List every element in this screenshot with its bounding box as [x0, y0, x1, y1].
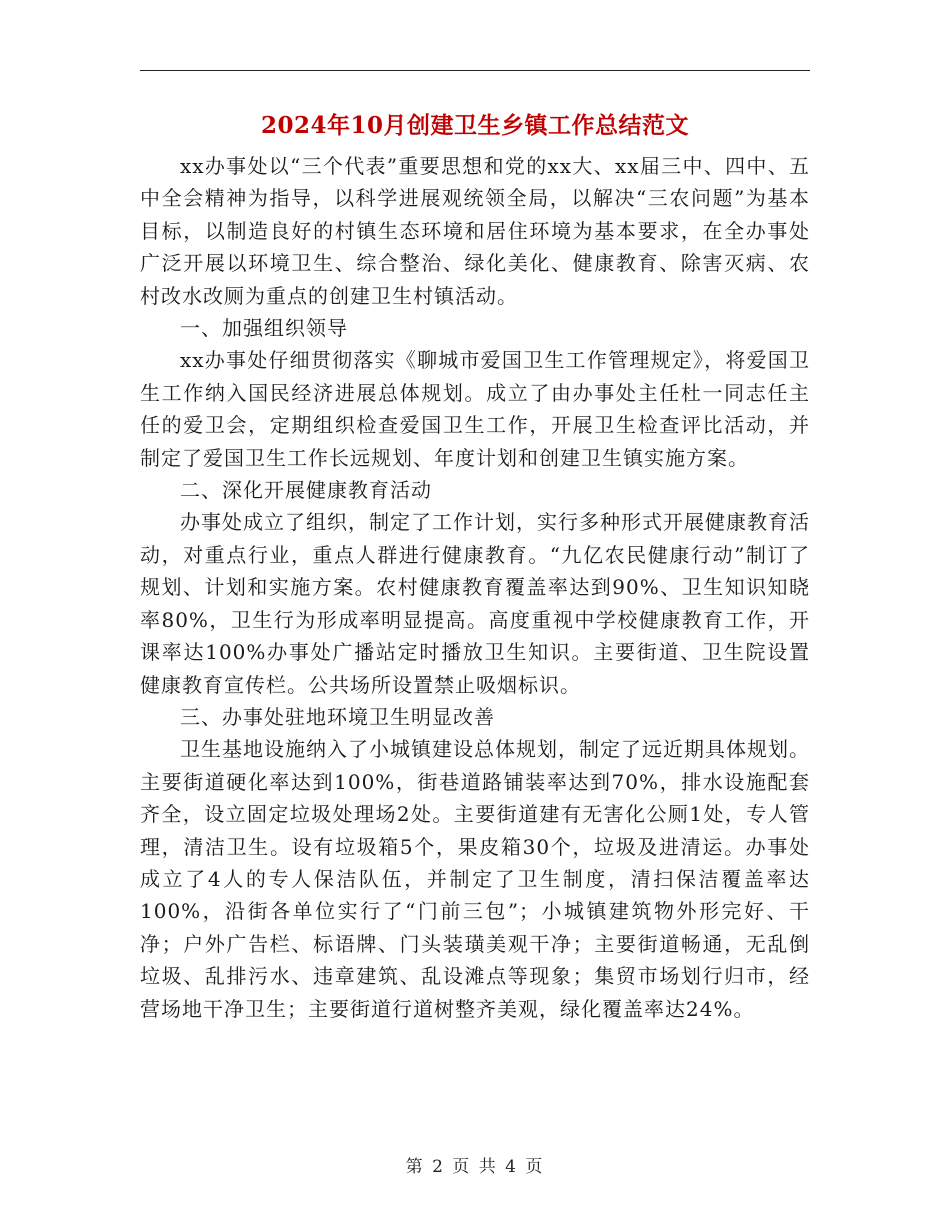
- section-heading-3: 三、办事处驻地环境卫生明显改善: [180, 704, 495, 729]
- page-number: 第 2 页 共 4 页: [405, 1157, 545, 1177]
- document-title: 2024年10月创建卫生乡镇工作总结范文: [260, 112, 690, 139]
- intro-paragraph: xx办事处以“三个代表”重要思想和党的xx大、xx届三中、四中、五中全会精神为指导，以科学进展观统领全局，以解决“三农问题”为基本目标，以制造良好的村镇生态环境和居住环境为基本要求，在全办事处广泛开展以环境卫生、综合整治、绿化美化、健康教育、除害灭病、农村改水改厕为重点的创建卫生村镇活动。: [140, 154, 810, 308]
- section-heading-1: 一、加强组织领导: [180, 316, 348, 341]
- section-paragraph-3: 卫生基地设施纳入了小城镇建设总体规划，制定了远近期具体规划。主要街道硬化率达到100%，街巷道路铺装率达到70%，排水设施配套齐全，设立固定垃圾处理场2处。主要街道建有无害化公厕1处，专人管理，清洁卫生。设有垃圾箱5个，果皮箱30个，垃圾及进清运。办事处成立了4人的专人保洁队伍，并制定了卫生制度，清扫保洁覆盖率达100%，沿街各单位实行了“门前三包”；小城镇建筑物外形完好、干净；户外广告栏、标语牌、门头装璜美观干净；主要街道畅通，无乱倒垃圾、乱排污水、违章建筑、乱设滩点等现象；集贸市场划行归市，经营场地干净卫生；主要街道行道树整齐美观，绿化覆盖率达24%。: [140, 737, 810, 1021]
- header-rule: [140, 70, 810, 71]
- section-paragraph-1: xx办事处仔细贯彻落实《聊城市爱国卫生工作管理规定》，将爱国卫生工作纳入国民经济进展总体规划。成立了由办事处主任杜一同志任主任的爱卫会，定期组织检查爱国卫生工作，开展卫生检查评比活动，并制定了爱国卫生工作长远规划、年度计划和创建卫生镇实施方案。: [140, 348, 810, 470]
- section-heading-2: 二、深化开展健康教育活动: [180, 478, 432, 503]
- section-paragraph-2: 办事处成立了组织，制定了工作计划，实行多种形式开展健康教育活动，对重点行业，重点人群进行健康教育。“九亿农民健康行动”制订了规划、计划和实施方案。农村健康教育覆盖率达到90%、卫生知识知晓率80%，卫生行为形成率明显提高。高度重视中学校健康教育工作，开课率达100%办事处广播站定时播放卫生知识。主要街道、卫生院设置健康教育宣传栏。公共场所设置禁止吸烟标识。: [140, 510, 810, 697]
- document-body: [140, 150, 810, 1025]
- page-footer: [0, 1152, 950, 1177]
